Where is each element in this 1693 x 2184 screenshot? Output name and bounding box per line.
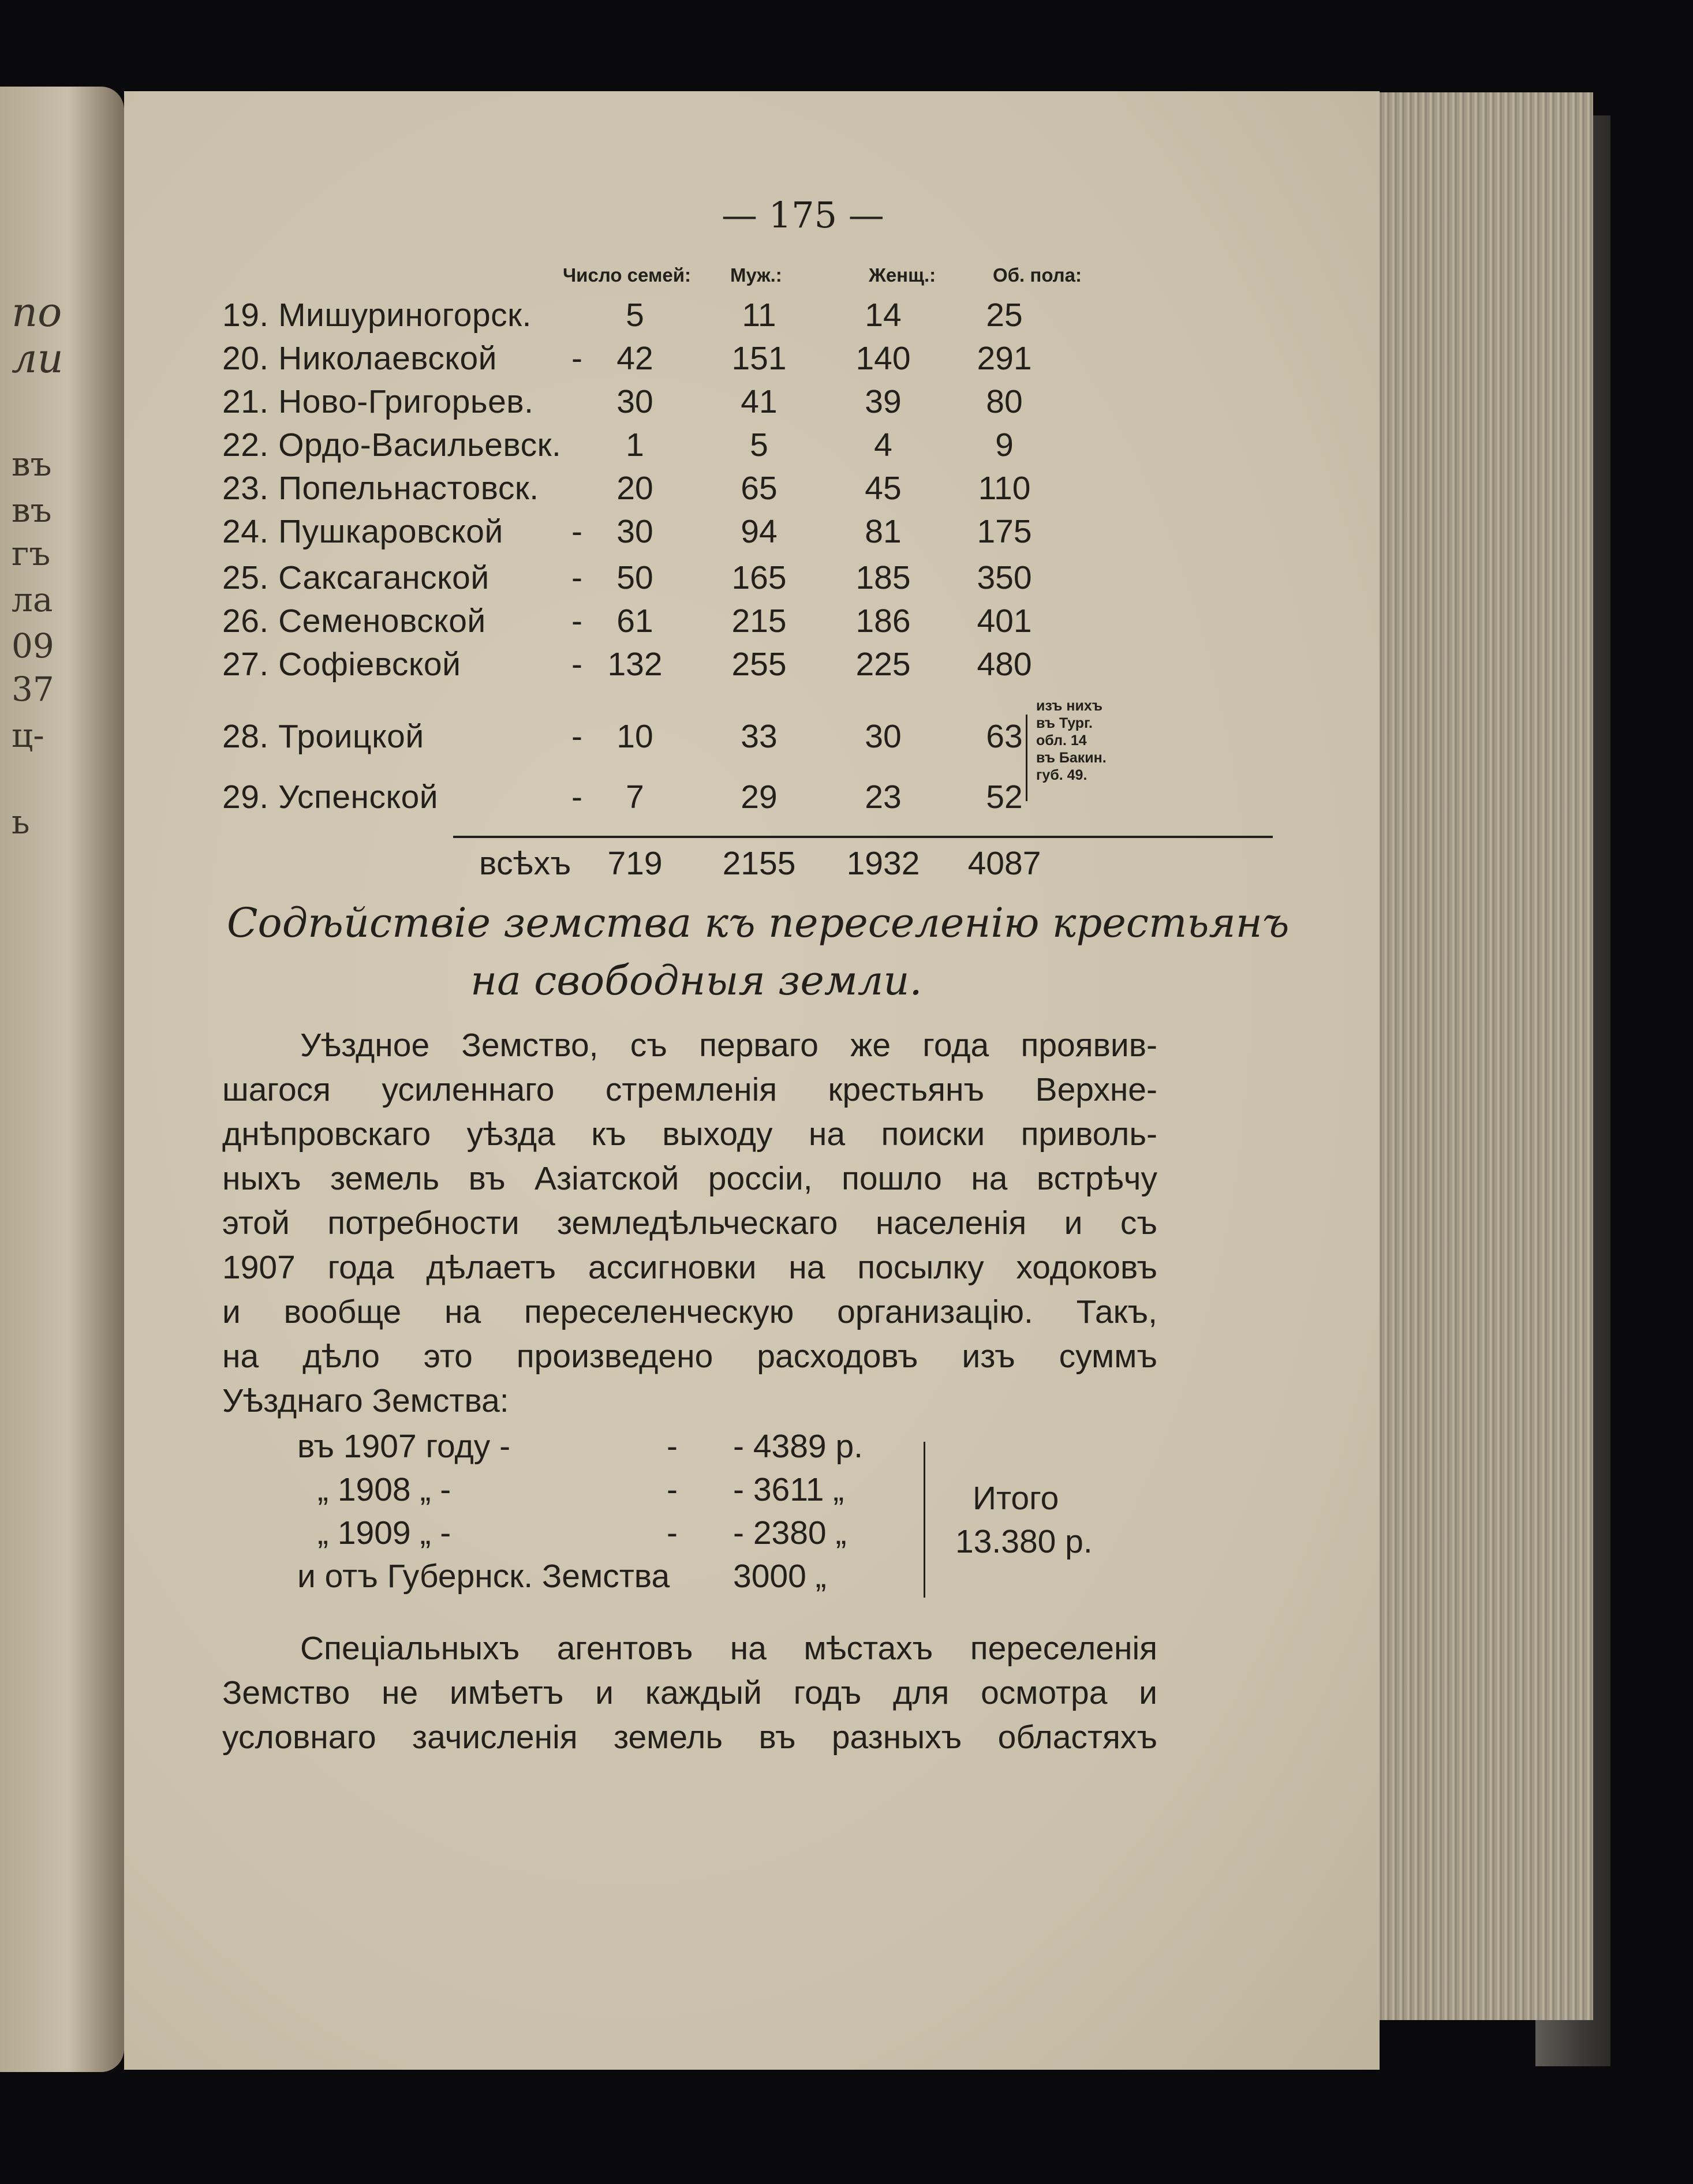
row-women: 23: [865, 779, 902, 816]
expense-amount: - 3611 „: [733, 1471, 844, 1508]
left-page-fragment: въ: [12, 444, 52, 484]
row-settlement-name: 25. Саксаганской: [222, 559, 489, 596]
column-header-total: Об. пола:: [993, 264, 1082, 286]
row-families: 61: [616, 603, 653, 640]
row-families: 50: [616, 559, 653, 596]
row-leader-dash: -: [571, 603, 582, 640]
row-settlement-name: 21. Ново-Григорьев.: [222, 383, 534, 420]
row-families: 7: [626, 779, 644, 816]
row-women: 14: [865, 297, 902, 334]
page-stack-edges: [1368, 92, 1593, 2020]
row-total: 63: [986, 718, 1023, 755]
expense-label: и отъ Губернск. Земства: [297, 1558, 670, 1595]
row-men: 11: [742, 297, 776, 334]
row-total: 401: [977, 603, 1032, 640]
row-men: 151: [731, 340, 787, 377]
row-leader-dash: -: [571, 779, 582, 816]
row-women: 140: [855, 340, 911, 377]
section-heading-line1: Содѣйствіе земства къ переселенію крестьянъ: [227, 899, 1290, 947]
section-heading-line2: на свободныя земли.: [470, 957, 922, 1004]
totals-men: 2155: [722, 845, 796, 882]
totals-families: 719: [607, 845, 663, 882]
totals-total: 4087: [967, 845, 1041, 882]
note-brace: [1026, 715, 1027, 801]
left-page-fragment: въ: [12, 491, 52, 530]
left-page-fragment: ь: [12, 802, 30, 842]
column-header-women: Женщ.:: [869, 264, 936, 286]
row-women: 185: [855, 559, 911, 596]
paragraph2-line: Спеціальныхъ агентовъ на мѣстахъ переселенія: [300, 1630, 1157, 1667]
page-number: — 175 —: [722, 194, 884, 236]
paragraph2-line: Земство не имѣетъ и каждый годъ для осмотра и: [222, 1674, 1157, 1711]
row-men: 255: [731, 646, 787, 683]
row-settlement-name: 20. Николаевской: [222, 340, 498, 377]
row-men: 215: [731, 603, 787, 640]
row-men: 33: [741, 718, 778, 755]
row-women: 186: [855, 603, 911, 640]
left-page-edge: [0, 87, 124, 2072]
row-women: 225: [855, 646, 911, 683]
paragraph1-line: на дѣло это произведено расходовъ изъ суммъ: [222, 1338, 1157, 1375]
row-women: 81: [865, 513, 902, 550]
row-settlement-name: 28. Троицкой: [222, 718, 424, 755]
paragraph1-line: ныхъ земель въ Азіатской россіи, пошло на встрѣчу: [222, 1160, 1157, 1197]
paragraph1-line: 1907 года дѣлаетъ ассигновки на посылку ходоковъ: [222, 1249, 1157, 1286]
row-women: 4: [874, 427, 892, 463]
row-total: 175: [977, 513, 1032, 550]
paragraph1-line: шагося усиленнаго стремленія крестьянъ Верхне-: [222, 1071, 1157, 1108]
row-settlement-name: 23. Попельнастовск.: [222, 470, 539, 507]
expense-label: „ 1909 „ -: [317, 1514, 451, 1551]
left-page-fragment: по: [12, 289, 62, 336]
column-header-families: Число семей:: [563, 264, 691, 286]
row-total: 52: [986, 779, 1023, 816]
row-families: 132: [607, 646, 663, 683]
row-settlement-name: 24. Пушкаровской: [222, 513, 503, 550]
row-settlement-name: 29. Успенской: [222, 779, 439, 816]
row-total: 291: [977, 340, 1032, 377]
expense-mid: -: [667, 1471, 678, 1508]
row-settlement-name: 27. Софіевской: [222, 646, 461, 683]
row-settlement-name: 19. Мишуриногорск.: [222, 297, 532, 334]
row-total: 9: [995, 427, 1014, 463]
paragraph1-line: этой потребности земледѣльческаго населенія и съ: [222, 1205, 1157, 1241]
paragraph1-line: и вообще на переселенческую организацію. Такъ,: [222, 1293, 1157, 1330]
expense-amount: - 4389 р.: [733, 1428, 863, 1465]
column-header-men: Муж.:: [730, 264, 782, 286]
left-page-fragment: 09: [12, 626, 54, 665]
row-families: 42: [616, 340, 653, 377]
expense-amount: - 2380 „: [733, 1514, 847, 1551]
row-leader-dash: -: [571, 559, 582, 596]
row-women: 45: [865, 470, 902, 507]
paragraph1-line: Уѣзднаго Земства:: [222, 1382, 509, 1419]
expense-label: въ 1907 году -: [297, 1428, 511, 1465]
expenses-total-label: Итого: [973, 1480, 1059, 1517]
row-leader-dash: -: [571, 718, 582, 755]
row-men: 5: [750, 427, 768, 463]
row-families: 10: [616, 718, 653, 755]
row-total: 480: [977, 646, 1032, 683]
row-total: 80: [986, 383, 1023, 420]
row-leader-dash: -: [571, 513, 582, 550]
paragraph1-line: днѣпровскаго уѣзда къ выходу на поиски приволь-: [222, 1116, 1157, 1153]
row-families: 1: [626, 427, 644, 463]
row-men: 65: [741, 470, 778, 507]
row-men: 165: [731, 559, 787, 596]
left-page-fragment: гъ: [12, 534, 51, 573]
expense-label: „ 1908 „ -: [317, 1471, 451, 1508]
row-men: 94: [741, 513, 778, 550]
expenses-brace: [924, 1442, 925, 1598]
row-men: 41: [741, 383, 778, 420]
row-families: 5: [626, 297, 644, 334]
row-families: 30: [616, 513, 653, 550]
left-page-fragment: 37: [12, 670, 54, 709]
troitsk-note: изъ нихъ въ Тург. обл. 14 въ Бакин. губ. 49.: [1036, 698, 1107, 783]
expenses-total-value: 13.380 р.: [955, 1523, 1093, 1560]
row-families: 20: [616, 470, 653, 507]
row-leader-dash: -: [571, 646, 582, 683]
row-women: 39: [865, 383, 902, 420]
row-total: 350: [977, 559, 1032, 596]
totals-label: всѣхъ: [479, 845, 571, 882]
row-leader-dash: -: [571, 340, 582, 377]
left-page-fragment: ли: [12, 335, 63, 382]
row-total: 25: [986, 297, 1023, 334]
left-page-fragment: ла: [12, 580, 53, 619]
row-families: 30: [616, 383, 653, 420]
row-settlement-name: 22. Ордо-Васильевск.: [222, 427, 562, 463]
expense-mid: -: [667, 1428, 678, 1465]
row-settlement-name: 26. Семеновской: [222, 603, 486, 640]
expense-mid: -: [667, 1514, 678, 1551]
row-men: 29: [741, 779, 778, 816]
totals-women: 1932: [846, 845, 920, 882]
paragraph2-line: условнаго зачисленія земель въ разныхъ областяхъ: [222, 1719, 1157, 1756]
row-women: 30: [865, 718, 902, 755]
book-page: [124, 91, 1380, 2070]
paragraph1-line: Уѣздное Земство, съ перваго же года проявив-: [300, 1027, 1157, 1064]
expense-amount: 3000 „: [733, 1558, 827, 1595]
totals-rule: [453, 836, 1273, 838]
row-total: 110: [978, 470, 1031, 507]
left-page-fragment: ц-: [12, 716, 44, 755]
